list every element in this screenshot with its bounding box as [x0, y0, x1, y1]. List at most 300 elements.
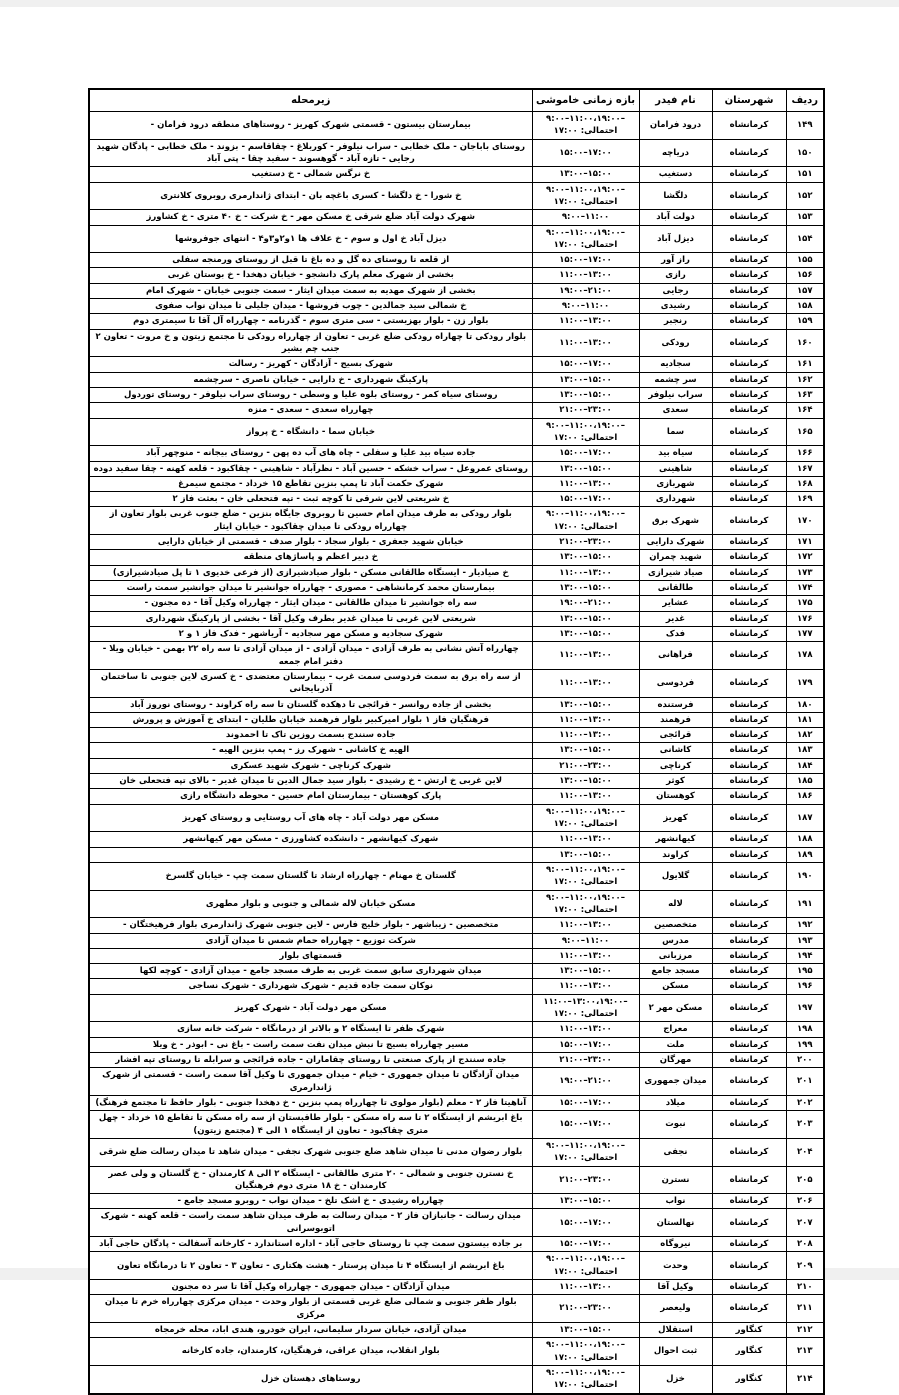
row-index-cell: ۱۸۱	[786, 712, 824, 727]
time-cell: ۹:۰۰–۱۱:۰۰	[532, 933, 639, 948]
subarea-cell: پارک کوهستان - بیمارستان امام حسین - محوطه دانشگاه رازی	[89, 789, 532, 804]
subarea-cell: بلوار رودکی به طرف میدان امام حسین تا روبروی جایگاه بنزین - ضلع جنوب غربی بلوار تعاون از چهارراه رودکی تا میدان چقاکبود - خیابان ایثار	[89, 507, 532, 535]
feeder-cell: نیروگاه	[639, 1237, 712, 1252]
feeder-cell: متخصصین	[639, 918, 712, 933]
county-cell: کرمانشاه	[712, 1252, 786, 1280]
row-index-cell: ۱۶۳	[786, 387, 824, 402]
subarea-cell	[89, 847, 532, 862]
col-header-index: ردیف	[786, 89, 824, 112]
row-index-cell: ۱۹۴	[786, 948, 824, 963]
subarea-cell: مسیر چهارراه بسیج تا نبش میدان نفت سمت راست - باغ نی - ابوذر - خ ویلا	[89, 1037, 532, 1052]
time-cell: ۱۱:۰۰–۱۳:۰۰	[532, 979, 639, 994]
time-cell: ۱۹:۰۰–۲۱:۰۰	[532, 283, 639, 298]
time-cell: ۹:۰۰–۱۱:۰۰،۱۹:۰۰–۱۷:۰۰ :احتمالی	[532, 1365, 639, 1393]
county-cell: کرمانشاه	[712, 268, 786, 283]
table-row	[89, 1338, 824, 1366]
time-cell: ۱۳:۰۰–۱۵:۰۰	[532, 626, 639, 641]
feeder-cell: رازی	[639, 268, 712, 283]
row-index-cell: ۱۶۲	[786, 372, 824, 387]
table-row	[89, 1295, 824, 1323]
time-cell: ۱۳:۰۰–۱۵:۰۰	[532, 697, 639, 712]
feeder-cell: نسترن	[639, 1166, 712, 1194]
time-cell: ۱۱:۰۰–۱۳:۰۰	[532, 1022, 639, 1037]
table-row	[89, 1237, 824, 1252]
row-index-cell: ۲۰۸	[786, 1237, 824, 1252]
county-cell: کرمانشاه	[712, 1209, 786, 1237]
table-row	[89, 387, 824, 402]
subarea-cell: بلوار رضوان مدنی تا میدان شاهد ضلع جنوبی شهرک نجفی - میدان شاهد تا میدان رسالت ضلع شرقی	[89, 1138, 532, 1166]
table-row	[89, 918, 824, 933]
feeder-cell: معراج	[639, 1022, 712, 1037]
row-index-cell: ۲۱۱	[786, 1295, 824, 1323]
subarea-cell: خ صیادیار - ایستگاه طالقانی مسکن - بلوار صیادشیرازی (از فرعی خدیوی ۱ تا پل صیادشیرازی)	[89, 565, 532, 580]
feeder-cell: سیاه بید	[639, 446, 712, 461]
subarea-cell: خ شورا - خ دلگشا - کسری باغچه بان - ابتدای ژاندارمری روبروی کلانتری	[89, 182, 532, 210]
county-cell: کرمانشاه	[712, 446, 786, 461]
time-cell: ۱۹:۰۰–۲۱:۰۰	[532, 596, 639, 611]
row-index-cell: ۱۸۴	[786, 758, 824, 773]
subarea-cell: بیمارستان بیستون - قسمتی شهرک کهریز - روستاهای منطقه درود فرامان -	[89, 112, 532, 140]
feeder-cell: کرناچی	[639, 758, 712, 773]
feeder-cell: دلگشا	[639, 182, 712, 210]
feeder-cell: نبوت	[639, 1111, 712, 1139]
feeder-cell: فرهمند	[639, 712, 712, 727]
feeder-cell: ولیعصر	[639, 1295, 712, 1323]
subarea-cell: باغ ابریشم از ایستگاه ۴ تا میدان پرستار - هشت هکتاری - تعاون ۳ - تعاون ۲ تا درمانگاه تعاون	[89, 1252, 532, 1280]
subarea-cell: روستای سیاه کمر - روستای بلوه علیا و وسطی - روستای سراب نیلوفر - روستای توردول	[89, 387, 532, 402]
county-cell: کرمانشاه	[712, 565, 786, 580]
county-cell: کرمانشاه	[712, 403, 786, 418]
row-index-cell: ۱۸۲	[786, 728, 824, 743]
time-cell: ۱۹:۰۰–۲۱:۰۰	[532, 1068, 639, 1096]
subarea-cell: از قلعه تا روستای ده گل و ده باغ تا قبل از روستای ورمنجه سفلی	[89, 253, 532, 268]
county-cell: کرمانشاه	[712, 1053, 786, 1068]
row-index-cell: ۱۸۷	[786, 804, 824, 832]
feeder-cell: مدرس	[639, 933, 712, 948]
row-index-cell: ۱۵۴	[786, 225, 824, 253]
county-cell: کرمانشاه	[712, 890, 786, 918]
table-row	[89, 1322, 824, 1337]
county-cell: کرمانشاه	[712, 642, 786, 670]
table-row	[89, 758, 824, 773]
feeder-cell: مرزبانی	[639, 948, 712, 963]
table-row	[89, 403, 824, 418]
table-row	[89, 550, 824, 565]
time-cell: ۲۱:۰۰–۲۳:۰۰	[532, 1295, 639, 1323]
row-index-cell: ۱۶۶	[786, 446, 824, 461]
table-row	[89, 994, 824, 1022]
feeder-cell: کوثر	[639, 774, 712, 789]
subarea-cell: روستای عمروعل - سراب خشکه - حسین آباد - نظرآباد - شاهینی - چقاکبود - قلعه کهنه - چقا سفید دوده	[89, 461, 532, 476]
row-index-cell: ۲۱۲	[786, 1322, 824, 1337]
subarea-cell: خ دبیر اعظم و پاساژهای منطقه	[89, 550, 532, 565]
time-cell: ۲۱:۰۰–۲۳:۰۰	[532, 758, 639, 773]
county-cell: کرمانشاه	[712, 1295, 786, 1323]
subarea-cell: جاده سیاه بید علیا و سفلی - چاه های آب ده پهن - روستای بیجانه - منوچهر آباد	[89, 446, 532, 461]
table-row	[89, 283, 824, 298]
subarea-cell: دیزل آباد خ اول و سوم - خ علاف ها ۱و۲و۳و۴ - انتهای جوفروشها	[89, 225, 532, 253]
feeder-cell: میدان جمهوری	[639, 1068, 712, 1096]
table-row	[89, 979, 824, 994]
feeder-cell: راز آور	[639, 253, 712, 268]
row-index-cell: ۲۱۴	[786, 1365, 824, 1393]
county-cell: کرمانشاه	[712, 299, 786, 314]
row-index-cell: ۱۷۴	[786, 581, 824, 596]
time-cell: ۱۱:۰۰–۱۳:۰۰	[532, 918, 639, 933]
time-cell: ۱۳:۰۰–۱۵:۰۰	[532, 550, 639, 565]
row-index-cell: ۱۵۵	[786, 253, 824, 268]
subarea-cell: روستاهای دهستان خزل	[89, 1365, 532, 1393]
table-row	[89, 1138, 824, 1166]
county-cell: کرمانشاه	[712, 1022, 786, 1037]
feeder-cell: عشایر	[639, 596, 712, 611]
time-cell: ۹:۰۰–۱۱:۰۰،۱۹:۰۰–۱۷:۰۰ :احتمالی	[532, 225, 639, 253]
table-row	[89, 535, 824, 550]
table-row	[89, 1280, 824, 1295]
row-index-cell: ۱۷۰	[786, 507, 824, 535]
time-cell: ۱۱:۰۰–۱۳:۰۰،۱۹:۰۰–۱۷:۰۰ :احتمالی	[532, 994, 639, 1022]
row-index-cell: ۱۴۹	[786, 112, 824, 140]
table-row	[89, 507, 824, 535]
county-cell: کرمانشاه	[712, 1068, 786, 1096]
feeder-cell: کاشانی	[639, 743, 712, 758]
subarea-cell: آناهیتا فاز ۲ - معلم (بلوار مولوی تا چهارراه پمپ بنزین - خ دهخدا جنوبی - بلوار حافظ تا مجتمع فرهنگ)	[89, 1095, 532, 1110]
time-cell: ۱۵:۰۰–۱۷:۰۰	[532, 357, 639, 372]
row-index-cell: ۱۶۹	[786, 492, 824, 507]
row-index-cell: ۱۵۸	[786, 299, 824, 314]
row-index-cell: ۱۹۵	[786, 964, 824, 979]
feeder-cell: شهید چمران	[639, 550, 712, 565]
time-cell: ۱۵:۰۰–۱۷:۰۰	[532, 492, 639, 507]
subarea-cell: متخصصین - زیباشهر - بلوار خلیج فارس - لاین جنوبی شهرک ژاندارمری بلوار فرهیختگان -	[89, 918, 532, 933]
time-cell: ۱۱:۰۰–۱۳:۰۰	[532, 1280, 639, 1295]
county-cell: کرمانشاه	[712, 626, 786, 641]
county-cell: کرمانشاه	[712, 804, 786, 832]
subarea-cell: مسکن مهر دولت آباد - چاه های آب روستایی و روستای کهریز	[89, 804, 532, 832]
table-row	[89, 1053, 824, 1068]
county-cell: کرمانشاه	[712, 1237, 786, 1252]
table-row	[89, 964, 824, 979]
subarea-cell: باغ ابریشم از ایستگاه ۲ تا سه راه مسکن - بلوار طاقبستان از سه راه مسکن تا تقاطع ۱۵ خرداد - چهل متری چقاکبود - تعاون از ایستگاه ۱ الی ۴ (مجتمع زیتون)	[89, 1111, 532, 1139]
table-row	[89, 492, 824, 507]
county-cell: کرمانشاه	[712, 1095, 786, 1110]
county-cell: کنگاور	[712, 1322, 786, 1337]
county-cell: کرمانشاه	[712, 372, 786, 387]
time-cell: ۹:۰۰–۱۱:۰۰،۱۹:۰۰–۱۷:۰۰ :احتمالی	[532, 1252, 639, 1280]
feeder-cell: سعدی	[639, 403, 712, 418]
row-index-cell: ۲۱۳	[786, 1338, 824, 1366]
time-cell: ۱۵:۰۰–۱۷:۰۰	[532, 1037, 639, 1052]
county-cell: کرمانشاه	[712, 329, 786, 357]
time-cell: ۲۱:۰۰–۲۳:۰۰	[532, 535, 639, 550]
time-cell: ۲۱:۰۰–۲۳:۰۰	[532, 1053, 639, 1068]
time-cell: ۹:۰۰–۱۱:۰۰،۱۹:۰۰–۱۷:۰۰ :احتمالی	[532, 507, 639, 535]
feeder-cell: مسکن	[639, 979, 712, 994]
subarea-cell: خیابان شهید جعفری - بلوار سجاد - بلوار صدف - قسمتی از خیابان دارایی	[89, 535, 532, 550]
time-cell: ۱۱:۰۰–۱۳:۰۰	[532, 642, 639, 670]
county-cell: کرمانشاه	[712, 1194, 786, 1209]
county-cell: کرمانشاه	[712, 1138, 786, 1166]
county-cell: کرمانشاه	[712, 918, 786, 933]
subarea-cell: شهرک ظفر تا ایستگاه ۲ و بالاتر از درمانگاه - شرکت خانه سازی	[89, 1022, 532, 1037]
row-index-cell: ۱۵۹	[786, 314, 824, 329]
time-cell: ۲۱:۰۰–۲۳:۰۰	[532, 403, 639, 418]
county-cell: کرمانشاه	[712, 979, 786, 994]
time-cell: ۹:۰۰–۱۱:۰۰،۱۹:۰۰–۱۷:۰۰ :احتمالی	[532, 1338, 639, 1366]
col-header-subarea: زیرمحله	[89, 89, 532, 112]
table-row	[89, 1095, 824, 1110]
row-index-cell: ۱۶۱	[786, 357, 824, 372]
county-cell: کرمانشاه	[712, 1111, 786, 1139]
county-cell: کرمانشاه	[712, 112, 786, 140]
row-index-cell: ۱۵۱	[786, 167, 824, 182]
county-cell: کرمانشاه	[712, 948, 786, 963]
feeder-cell: سراب نیلوفر	[639, 387, 712, 402]
row-index-cell: ۱۵۰	[786, 139, 824, 167]
time-cell: ۱۱:۰۰–۱۳:۰۰	[532, 712, 639, 727]
feeder-cell: درود فرامان	[639, 112, 712, 140]
time-cell: ۹:۰۰–۱۱:۰۰،۱۹:۰۰–۱۷:۰۰ :احتمالی	[532, 418, 639, 446]
table-row	[89, 789, 824, 804]
feeder-cell: کهریز	[639, 804, 712, 832]
time-cell: ۱۵:۰۰–۱۷:۰۰	[532, 1237, 639, 1252]
feeder-cell: سجادیه	[639, 357, 712, 372]
time-cell: ۱۱:۰۰–۱۳:۰۰	[532, 268, 639, 283]
time-cell: ۱۵:۰۰–۱۷:۰۰	[532, 446, 639, 461]
subarea-cell: لاین غربی خ ارتش - خ رشیدی - بلوار سید جمال الدین تا میدان غدیر - بالای تپه فتحعلی خان	[89, 774, 532, 789]
subarea-cell: شریعتی لاین غربی تا میدان غدیر بطرف وکیل آقا - بخشی از پارکینگ شهرداری	[89, 611, 532, 626]
time-cell: ۱۳:۰۰–۱۵:۰۰	[532, 167, 639, 182]
subarea-cell: چهارراه آتش نشانی به طرف آزادی - میدان آزادی - از میدان آزادی تا سه راه ۲۲ بهمن - خیابان ویلا - دفتر امام جمعه	[89, 642, 532, 670]
county-cell: کرمانشاه	[712, 253, 786, 268]
feeder-cell: رجایی	[639, 283, 712, 298]
subarea-cell: بخشی از شهرک معلم پارک دانشجو - خیابان دهخدا - خ بوستان غربی	[89, 268, 532, 283]
row-index-cell: ۲۰۰	[786, 1053, 824, 1068]
subarea-cell: میدان آزادی، خیابان سردار سلیمانی، ایران خودرو، هندی اباد، محله خرمجاه	[89, 1322, 532, 1337]
feeder-cell: لاله	[639, 890, 712, 918]
feeder-cell: شاهینی	[639, 461, 712, 476]
table-row	[89, 1111, 824, 1139]
county-cell: کرمانشاه	[712, 225, 786, 253]
county-cell: کرمانشاه	[712, 832, 786, 847]
table-row	[89, 253, 824, 268]
row-index-cell: ۱۸۳	[786, 743, 824, 758]
row-index-cell: ۱۵۷	[786, 283, 824, 298]
row-index-cell: ۲۰۱	[786, 1068, 824, 1096]
feeder-cell: کیهانشهر	[639, 832, 712, 847]
table-row	[89, 847, 824, 862]
subarea-cell: میدان آزادگان - میدان جمهوری - چهارراه وکیل آقا تا سر ده مجنون	[89, 1280, 532, 1295]
feeder-cell: دریاچه	[639, 139, 712, 167]
time-cell: ۱۳:۰۰–۱۵:۰۰	[532, 774, 639, 789]
subarea-cell: جاده سنندج بسمت روزین تاک تا احمدوند	[89, 728, 532, 743]
table-row	[89, 182, 824, 210]
feeder-cell: شهرک دارایی	[639, 535, 712, 550]
row-index-cell: ۱۷۵	[786, 596, 824, 611]
table-row	[89, 268, 824, 283]
feeder-cell: نجفی	[639, 1138, 712, 1166]
feeder-cell: دولت آباد	[639, 210, 712, 225]
county-cell: کرمانشاه	[712, 847, 786, 862]
row-index-cell: ۱۷۳	[786, 565, 824, 580]
county-cell: کنگاور	[712, 1365, 786, 1393]
row-index-cell: ۱۹۷	[786, 994, 824, 1022]
table-row	[89, 1037, 824, 1052]
subarea-cell: مسکن خیابان لاله شمالی و جنوبی و بلوار مطهری	[89, 890, 532, 918]
feeder-cell: شهرداری	[639, 492, 712, 507]
feeder-cell: ثبت احوال	[639, 1338, 712, 1366]
time-cell: ۱۱:۰۰–۱۳:۰۰	[532, 329, 639, 357]
time-cell: ۱۳:۰۰–۱۵:۰۰	[532, 1322, 639, 1337]
time-cell: ۹:۰۰–۱۱:۰۰،۱۹:۰۰–۱۷:۰۰ :احتمالی	[532, 182, 639, 210]
subarea-cell: پارکینگ شهرداری - خ دارایی - خیابان ناصری - سرچشمه	[89, 372, 532, 387]
table-row	[89, 933, 824, 948]
row-index-cell: ۱۶۸	[786, 476, 824, 491]
county-cell: کرمانشاه	[712, 789, 786, 804]
table-row	[89, 167, 824, 182]
row-index-cell: ۱۷۶	[786, 611, 824, 626]
table-row	[89, 1194, 824, 1209]
subarea-cell: بلوار انقلاب، میدان عراقی، فرهنگیان، کارمندان، جاده کارخانه	[89, 1338, 532, 1366]
time-cell: ۱۳:۰۰–۱۵:۰۰	[532, 372, 639, 387]
subarea-cell: خ نسترن جنوبی و شمالی - ۲۰ متری طالقانی - ایستگاه ۲ الی ۸ کارمندان - خ گلستان و ولی عصر کارمندان - خ ۱۸ متری دوم فرهنگیان	[89, 1166, 532, 1194]
table-row	[89, 890, 824, 918]
row-index-cell: ۲۱۰	[786, 1280, 824, 1295]
time-cell: ۱۳:۰۰–۱۵:۰۰	[532, 581, 639, 596]
feeder-cell: وکیل آقا	[639, 1280, 712, 1295]
table-row	[89, 1166, 824, 1194]
row-index-cell: ۲۰۵	[786, 1166, 824, 1194]
table-row	[89, 1365, 824, 1393]
feeder-cell: رودکی	[639, 329, 712, 357]
table-row	[89, 461, 824, 476]
feeder-cell: نواب	[639, 1194, 712, 1209]
row-index-cell: ۱۹۹	[786, 1037, 824, 1052]
time-cell: ۱۳:۰۰–۱۵:۰۰	[532, 964, 639, 979]
feeder-cell: گلایول	[639, 862, 712, 890]
col-header-time: بازه زمانی خاموشی	[532, 89, 639, 112]
subarea-cell: گلستان خ مهنام - چهارراه ارشاد تا گلستان سمت چپ - خیابان گلسرخ	[89, 862, 532, 890]
table-row	[89, 774, 824, 789]
county-cell: کرمانشاه	[712, 1280, 786, 1295]
county-cell: کنگاور	[712, 1338, 786, 1366]
time-cell: ۱۳:۰۰–۱۵:۰۰	[532, 461, 639, 476]
row-index-cell: ۱۹۱	[786, 890, 824, 918]
table-row	[89, 626, 824, 641]
time-cell: ۱۳:۰۰–۱۵:۰۰	[532, 1194, 639, 1209]
table-row	[89, 712, 824, 727]
subarea-cell: شهرک سجادیه و مسکن مهر سجادیه - آریاشهر - فدک فاز ۱ و ۲	[89, 626, 532, 641]
county-cell: کرمانشاه	[712, 1037, 786, 1052]
feeder-cell: فدک	[639, 626, 712, 641]
feeder-cell: رنجبر	[639, 314, 712, 329]
county-cell: کرمانشاه	[712, 862, 786, 890]
feeder-cell: سر چشمه	[639, 372, 712, 387]
row-index-cell: ۱۷۹	[786, 669, 824, 697]
feeder-cell: شهربازی	[639, 476, 712, 491]
row-index-cell: ۱۵۲	[786, 182, 824, 210]
feeder-cell: طالقانی	[639, 581, 712, 596]
county-cell: کرمانشاه	[712, 964, 786, 979]
table-row	[89, 314, 824, 329]
table-row	[89, 372, 824, 387]
table-row	[89, 357, 824, 372]
subarea-cell: بر جاده بیستون سمت چپ تا روستای حاجی آباد - اداره استاندارد - کارخانه آسفالت - پادگان حاجی آباد	[89, 1237, 532, 1252]
subarea-cell: شهرک کیهانشهر - دانشکده کشاورزی - مسکن مهر کیهانشهر	[89, 832, 532, 847]
feeder-cell: وحدت	[639, 1252, 712, 1280]
time-cell: ۹:۰۰–۱۱:۰۰،۱۹:۰۰–۱۷:۰۰ :احتمالی	[532, 890, 639, 918]
feeder-cell: شهرک برق	[639, 507, 712, 535]
row-index-cell: ۱۵۳	[786, 210, 824, 225]
col-header-feeder: نام فیدر	[639, 89, 712, 112]
county-cell: کرمانشاه	[712, 581, 786, 596]
row-index-cell: ۱۷۲	[786, 550, 824, 565]
row-index-cell: ۲۰۳	[786, 1111, 824, 1139]
feeder-cell: صیاد شیرازی	[639, 565, 712, 580]
time-cell: ۱۱:۰۰–۱۳:۰۰	[532, 669, 639, 697]
county-cell: کرمانشاه	[712, 507, 786, 535]
time-cell: ۱۳:۰۰–۱۵:۰۰	[532, 743, 639, 758]
row-index-cell: ۱۶۰	[786, 329, 824, 357]
time-cell: ۱۱:۰۰–۱۳:۰۰	[532, 832, 639, 847]
feeder-cell: قرائجی	[639, 728, 712, 743]
outage-schedule-table	[88, 88, 825, 1395]
row-index-cell: ۱۷۸	[786, 642, 824, 670]
county-cell: کرمانشاه	[712, 550, 786, 565]
table-row	[89, 697, 824, 712]
row-index-cell: ۱۹۳	[786, 933, 824, 948]
table-row	[89, 210, 824, 225]
row-index-cell: ۱۷۱	[786, 535, 824, 550]
county-cell: کرمانشاه	[712, 283, 786, 298]
subarea-cell: روستای باباجان - ملک خطابی - سراب نیلوفر - کوربلاغ - چقاقاسم - بزوند - ملک خطابی - پادگان شهید رجایی - تازه آباد - گوهسوند - سفید چقا - پتی آباد	[89, 139, 532, 167]
time-cell: ۱۱:۰۰–۱۳:۰۰	[532, 476, 639, 491]
county-cell: کرمانشاه	[712, 758, 786, 773]
subarea-cell: الهیه خ کاشانی - شهرک رز - پمپ بنزین الهیه -	[89, 743, 532, 758]
subarea-cell: خ شمالی سید جمالدین - چوب فروشها - میدان جلیلی تا میدان نواب صفوی	[89, 299, 532, 314]
county-cell: کرمانشاه	[712, 933, 786, 948]
row-index-cell: ۱۹۲	[786, 918, 824, 933]
table-row	[89, 446, 824, 461]
time-cell: ۹:۰۰–۱۱:۰۰،۱۹:۰۰–۱۷:۰۰ :احتمالی	[532, 862, 639, 890]
feeder-cell: مسجد جامع	[639, 964, 712, 979]
county-cell: کرمانشاه	[712, 387, 786, 402]
table-row	[89, 329, 824, 357]
county-cell: کرمانشاه	[712, 697, 786, 712]
table-row	[89, 948, 824, 963]
subarea-cell: نوکان سمت جاده قدیم - شهرک شهرداری - شهرک نساجی	[89, 979, 532, 994]
row-index-cell: ۲۰۶	[786, 1194, 824, 1209]
county-cell: کرمانشاه	[712, 314, 786, 329]
row-index-cell: ۱۵۶	[786, 268, 824, 283]
time-cell: ۱۳:۰۰–۱۵:۰۰	[532, 387, 639, 402]
table-row	[89, 112, 824, 140]
table-row	[89, 1252, 824, 1280]
subarea-cell: شهرک بسیج - آزادگان - کهریز - رسالت	[89, 357, 532, 372]
feeder-cell: رشیدی	[639, 299, 712, 314]
table-row	[89, 642, 824, 670]
subarea-cell: بخشی از شهرک مهدیه به سمت میدان ایثار - سمت جنوبی خیابان - شهرک امام	[89, 283, 532, 298]
row-index-cell: ۱۹۶	[786, 979, 824, 994]
county-cell: کرمانشاه	[712, 461, 786, 476]
table-row	[89, 743, 824, 758]
subarea-cell: سه راه جوانشیر تا میدان طالقانی - میدان ایثار - چهارراه وکیل آقا - ده مجنون -	[89, 596, 532, 611]
table-row	[89, 418, 824, 446]
county-cell: کرمانشاه	[712, 210, 786, 225]
subarea-cell: چهارراه رشیدی - خ اشک تلخ - میدان نواب - روبرو مسجد جامع -	[89, 1194, 532, 1209]
feeder-cell: مهرگان	[639, 1053, 712, 1068]
subarea-cell: شهرک حکمت آباد تا پمپ بنزین تقاطع ۱۵ خرداد - مجتمع سیمرغ	[89, 476, 532, 491]
